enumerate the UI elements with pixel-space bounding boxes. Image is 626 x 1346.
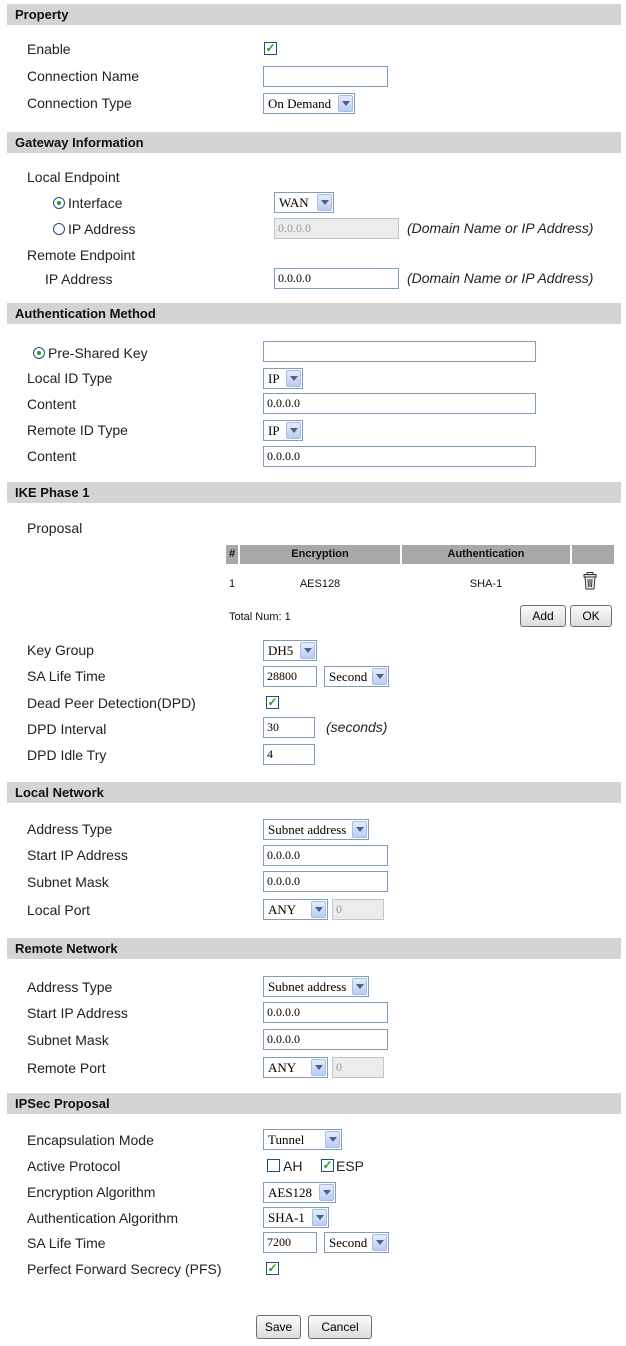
- local-id-type-label: Local ID Type: [27, 370, 113, 386]
- cancel-button[interactable]: Cancel: [308, 1315, 372, 1339]
- connection-type-label: Connection Type: [27, 95, 132, 111]
- chevron-down-icon: [338, 95, 353, 112]
- ipsec-sa-life-input[interactable]: 7200: [263, 1232, 317, 1253]
- chevron-down-icon: [311, 901, 326, 918]
- authentication-algorithm-label: Authentication Algorithm: [27, 1210, 178, 1226]
- chevron-down-icon: [352, 978, 367, 995]
- esp-label: ESP: [336, 1158, 365, 1174]
- ah-checkbox[interactable]: [267, 1159, 280, 1172]
- key-group-select[interactable]: [263, 640, 317, 661]
- local-port-value: ANY: [268, 902, 297, 917]
- connection-type-value: On Demand: [268, 96, 332, 111]
- dpd-interval-input[interactable]: 30: [263, 717, 315, 738]
- remote-id-type-value: IP: [268, 423, 280, 438]
- remote-content-input[interactable]: 0.0.0.0: [263, 446, 536, 467]
- authentication-algorithm-value: SHA-1: [268, 1210, 305, 1225]
- connection-type-select[interactable]: [263, 93, 355, 114]
- encapsulation-mode-select[interactable]: [263, 1129, 342, 1150]
- dpd-interval-label: DPD Interval: [27, 721, 107, 737]
- ipsec-sa-life-label: SA Life Time: [27, 1235, 106, 1251]
- save-button[interactable]: Save: [256, 1315, 301, 1339]
- chevron-down-icon: [352, 821, 367, 838]
- section-header-ike: IKE Phase 1: [7, 482, 621, 503]
- psk-label: Pre-Shared Key: [48, 345, 148, 361]
- remote-address-type-value: Subnet address: [268, 979, 347, 994]
- ike-sa-life-unit-select[interactable]: [324, 666, 389, 687]
- proposal-header-num: #: [226, 545, 238, 564]
- ike-sa-life-label: SA Life Time: [27, 668, 106, 684]
- chevron-down-icon: [286, 422, 301, 439]
- local-port-number-input[interactable]: 0: [332, 899, 384, 920]
- remote-port-select[interactable]: [263, 1057, 328, 1078]
- remote-address-type-select[interactable]: [263, 976, 369, 997]
- esp-checkbox[interactable]: ✓: [322, 1158, 333, 1172]
- remote-address-type-label: Address Type: [27, 979, 113, 995]
- ike-sa-life-input[interactable]: 28800: [263, 666, 317, 687]
- chevron-down-icon: [317, 194, 332, 211]
- proposal-header-authentication: Authentication: [402, 545, 570, 564]
- interface-label: Interface: [68, 195, 123, 211]
- dpd-label: Dead Peer Detection(DPD): [27, 695, 196, 711]
- add-button[interactable]: Add: [520, 605, 566, 627]
- dpd-idle-try-label: DPD Idle Try: [27, 747, 107, 763]
- remote-id-type-select[interactable]: [263, 420, 303, 441]
- dpd-interval-unit: (seconds): [326, 719, 388, 735]
- ip-address-radio[interactable]: [53, 223, 65, 235]
- local-id-type-value: IP: [268, 371, 280, 386]
- enable-checkbox[interactable]: ✓: [265, 41, 276, 55]
- local-ip-input[interactable]: 0.0.0.0: [274, 218, 399, 239]
- total-num-text: Total Num: 1: [229, 611, 291, 623]
- section-header-property: Property: [7, 4, 621, 25]
- remote-port-value: ANY: [268, 1060, 297, 1075]
- chevron-down-icon: [311, 1059, 326, 1076]
- section-header-ipsec: IPSec Proposal: [7, 1093, 621, 1114]
- pfs-checkbox[interactable]: ✓: [267, 1261, 278, 1275]
- local-id-type-select[interactable]: [263, 368, 303, 389]
- proposal-header-encryption: Encryption: [240, 545, 400, 564]
- local-content-input[interactable]: 0.0.0.0: [263, 393, 536, 414]
- local-port-select[interactable]: [263, 899, 328, 920]
- chevron-down-icon: [286, 370, 301, 387]
- chevron-down-icon: [372, 1234, 387, 1251]
- key-group-value: DH5: [268, 643, 294, 658]
- proposal-header-action: [572, 545, 614, 564]
- ip-address-label: IP Address: [68, 221, 136, 237]
- remote-endpoint-label: Remote Endpoint: [27, 247, 136, 263]
- key-group-label: Key Group: [27, 642, 94, 658]
- connection-name-label: Connection Name: [27, 68, 140, 84]
- ipsec-sa-life-unit-select[interactable]: [324, 1232, 389, 1253]
- remote-port-number-input[interactable]: 0: [332, 1057, 384, 1078]
- section-header-gateway: Gateway Information: [7, 132, 621, 153]
- local-subnet-input[interactable]: 0.0.0.0: [263, 871, 388, 892]
- section-header-remote-network: Remote Network: [7, 938, 621, 959]
- interface-select[interactable]: [274, 192, 334, 213]
- local-start-ip-label: Start IP Address: [27, 847, 128, 863]
- dpd-checkbox[interactable]: ✓: [267, 695, 278, 709]
- remote-subnet-input[interactable]: 0.0.0.0: [263, 1029, 388, 1050]
- chevron-down-icon: [300, 642, 315, 659]
- chevron-down-icon: [325, 1131, 340, 1148]
- local-subnet-label: Subnet Mask: [27, 874, 109, 890]
- proposal-row-authentication: SHA-1: [469, 578, 503, 590]
- psk-radio[interactable]: [33, 347, 45, 359]
- active-protocol-label: Active Protocol: [27, 1158, 121, 1174]
- remote-start-ip-label: Start IP Address: [27, 1005, 128, 1021]
- remote-ip-hint: (Domain Name or IP Address): [407, 270, 594, 286]
- local-address-type-value: Subnet address: [268, 822, 347, 837]
- remote-start-ip-input[interactable]: 0.0.0.0: [263, 1002, 388, 1023]
- local-endpoint-label: Local Endpoint: [27, 169, 120, 185]
- remote-subnet-label: Subnet Mask: [27, 1032, 109, 1048]
- local-port-label: Local Port: [27, 902, 91, 918]
- ike-sa-life-unit-value: Second: [329, 669, 368, 684]
- trash-icon[interactable]: [583, 572, 597, 590]
- remote-ip-label: IP Address: [45, 271, 113, 287]
- psk-input[interactable]: [263, 341, 536, 362]
- chevron-down-icon: [372, 668, 387, 685]
- section-header-auth: Authentication Method: [7, 303, 621, 324]
- proposal-row-encryption: AES128: [299, 578, 341, 590]
- ah-label: AH: [283, 1158, 303, 1174]
- local-ip-hint: (Domain Name or IP Address): [407, 220, 594, 236]
- local-address-type-select[interactable]: [263, 819, 369, 840]
- remote-port-label: Remote Port: [27, 1060, 106, 1076]
- proposal-label: Proposal: [27, 520, 83, 536]
- encryption-algorithm-label: Encryption Algorithm: [27, 1184, 156, 1200]
- encapsulation-mode-value: Tunnel: [268, 1132, 305, 1147]
- remote-content-label: Content: [27, 448, 77, 464]
- ok-button[interactable]: OK: [570, 605, 612, 627]
- chevron-down-icon: [319, 1184, 334, 1201]
- encryption-algorithm-select[interactable]: [263, 1182, 336, 1203]
- section-header-local-network: Local Network: [7, 782, 621, 803]
- interface-value: WAN: [279, 195, 309, 210]
- chevron-down-icon: [312, 1209, 327, 1226]
- authentication-algorithm-select[interactable]: [263, 1207, 329, 1228]
- encryption-algorithm-value: AES128: [268, 1185, 313, 1200]
- pfs-label: Perfect Forward Secrecy (PFS): [27, 1261, 222, 1277]
- proposal-row-num: 1: [229, 578, 236, 590]
- local-content-label: Content: [27, 396, 77, 412]
- connection-name-input[interactable]: [263, 66, 388, 87]
- local-address-type-label: Address Type: [27, 821, 113, 837]
- ipsec-sa-life-unit-value: Second: [329, 1235, 368, 1250]
- encapsulation-mode-label: Encapsulation Mode: [27, 1132, 154, 1148]
- dpd-idle-try-input[interactable]: 4: [263, 744, 315, 765]
- remote-id-type-label: Remote ID Type: [27, 422, 128, 438]
- interface-radio[interactable]: [53, 197, 65, 209]
- remote-ip-input[interactable]: 0.0.0.0: [274, 268, 399, 289]
- local-start-ip-input[interactable]: 0.0.0.0: [263, 845, 388, 866]
- enable-label: Enable: [27, 41, 71, 57]
